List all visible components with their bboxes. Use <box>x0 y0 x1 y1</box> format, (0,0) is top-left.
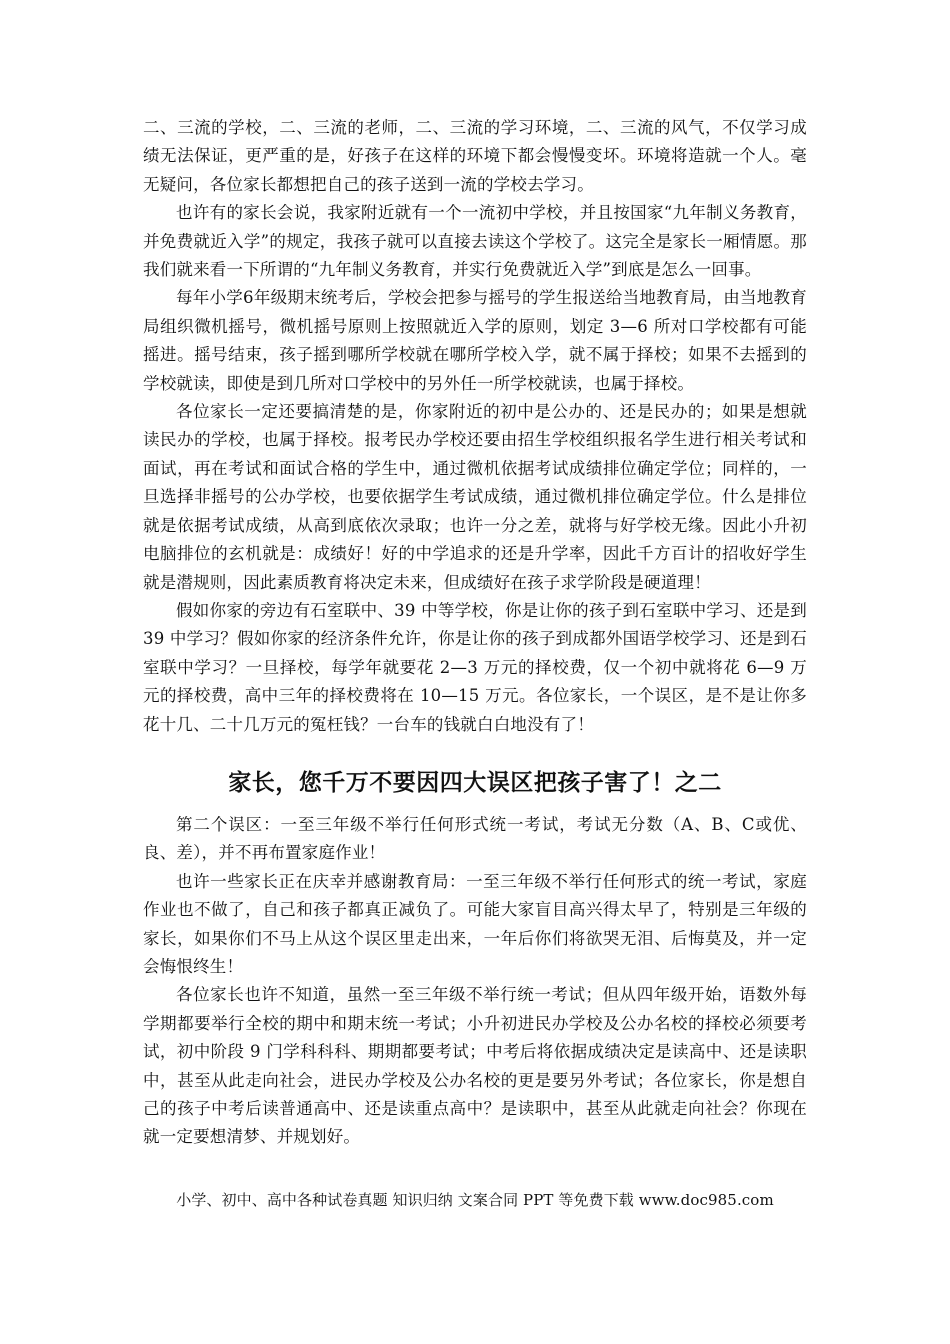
paragraph: 第二个误区：一至三年级不举行任何形式统一考试，考试无分数（A、B、C或优、良、差），并不再布置家庭作业！ <box>143 814 807 863</box>
page-footer: 小学、初中、高中各种试卷真题 知识归纳 文案合同 PPT 等免费下载 www.doc985.com <box>176 1191 774 1209</box>
paragraph: 也许一些家长正在庆幸并感谢教育局：一至三年级不举行任何形式的统一考试，家庭作业也不做了，自己和孩子都真正减负了。可能大家盲目高兴得太早了，特别是三年级的家长，如果你们不马上从这个误区里走出来，一年后你们将欲哭无泪、后悔莫及，并一定会悔恨终生！ <box>143 871 807 976</box>
paragraph: 假如你家的旁边有石室联中、39 中等学校，你是让你的孩子到石室联中学习、还是到39 中学习？假如你家的经济条件允许，你是让你的孩子到成都外国语学校学习、还是到石室联中学习？一旦择校，每学年就要花 2—3 万元的择校费，仅一个初中就将花 6—9 万元的择校费，高中三年的择校费将在 10—15 万元。各位家长，一个误区，是不是让你多花十几、二十几万元的冤枉钱？一台车的钱就白白地没有了！ <box>143 600 807 734</box>
section-heading: 家长，您千万不要因四大误区把孩子害了！之二 <box>228 769 722 796</box>
paragraph: 各位家长也许不知道，虽然一至三年级不举行统一考试；但从四年级开始，语数外每学期都要举行全校的期中和期末统一考试；小升初进民办学校及公办名校的择校必须要考试，初中阶段 9 门学科科科、期期都要考试；中考后将依据成绩决定是读高中、还是读职中，甚至从此走向社会，进民办学校及公办名校的更是要另外考试；各位家长，你是想自己的孩子中考后读普通高中、还是读重点高中？是读职中，甚至从此就走向社会？你现在就一定要想清梦、并规划好。 <box>143 985 807 1147</box>
paragraph: 也许有的家长会说，我家附近就有一个一流初中学校，并且按国家“九年制义务教育，并免费就近入学”的规定，我孩子就可以直接去读这个学校了。这完全是家长一厢情愿。那我们就来看一下所谓的“九年制义务教育，并实行免费就近入学”到底是怎么一回事。 <box>143 203 807 280</box>
paragraph: 各位家长一定还要搞清楚的是，你家附近的初中是公办的、还是民办的；如果是想就读民办的学校，也属于择校。报考民办学校还要由招生学校组织报名学生进行相关考试和面试，再在考试和面试合格的学生中，通过微机依据考试成绩排位确定学位；同样的，一旦选择非摇号的公办学校，也要依据学生考试成绩，通过微机排位确定学位。什么是排位就是依据考试成绩，从高到底依次录取；也许一分之差，就将与好学校无缘。因此小升初电脑排位的玄机就是：成绩好！好的中学追求的还是升学率，因此千方百计的招收好学生就是潜规则，因此素质教育将决定未来，但成绩好在孩子求学阶段是硬道理！ <box>143 402 807 592</box>
paragraph: 二、三流的学校，二、三流的老师，二、三流的学习环境，二、三流的风气，不仅学习成绩无法保证，更严重的是，好孩子在这样的环境下都会慢慢变坏。环境将造就一个人。毫无疑问，各位家长都想把自己的孩子送到一流的学校去学习。 <box>143 118 807 194</box>
document-body <box>143 114 807 1152</box>
paragraph: 每年小学6年级期末统考后，学校会把参与摇号的学生报送给当地教育局，由当地教育局组织微机摇号，微机摇号原则上按照就近入学的原则，划定 3—6 所对口学校都有可能摇进。摇号结束，孩子摇到哪所学校就在哪所学校入学，就不属于择校；如果不去摇到的学校就读，即使是到几所对口学校中的另外任一所学校就读，也属于择校。 <box>143 288 807 393</box>
